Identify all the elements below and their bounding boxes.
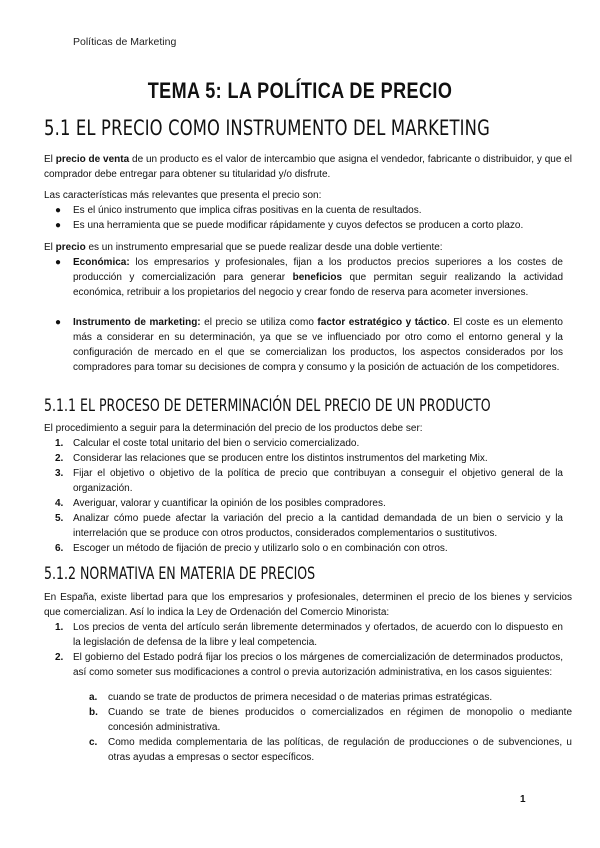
sub-letter: a. [89, 692, 98, 703]
characteristics-intro: Las características más relevantes que presenta el precio son: [44, 190, 322, 201]
step-number: 1. [55, 622, 64, 633]
page-header: Políticas de Marketing [73, 36, 177, 48]
list-item: Escoger un método de fijación de precio y utilizarlo solo o en combinación con otros. [73, 543, 448, 554]
step-number: 2. [55, 453, 64, 464]
list-item: El gobierno del Estado podrá fijar los precios o los márgenes de comercialización de determinados productos, así como someter sus modificaciones a control o previa autorización administrativa, en los casos siguientes: [73, 652, 563, 678]
normativa-intro: En España, existe libertad para que los empresarios y profesionales, determinen el precio de los bienes y servicios que comercializan. Así lo indica la Ley de Ordenación del Comercio Minorista: [44, 592, 572, 618]
step-number: 1. [55, 438, 64, 449]
list-item: Considerar las relaciones que se producen entre los distintos instrumentos del marketing Mix. [73, 453, 488, 464]
bullet: ● [55, 220, 62, 231]
bullet: ● [55, 317, 62, 328]
step-number: 2. [55, 652, 64, 663]
sub-letter: c. [89, 737, 98, 748]
step-number: 6. [55, 543, 64, 554]
step-number: 4. [55, 498, 64, 509]
sub-letter: b. [89, 707, 98, 718]
sub-list-item: Como medida complementaria de las políticas, de regulación de producciones o de subvenciones, u otras ayudas a empresas o sector específicos. [108, 737, 572, 763]
bullet: ● [55, 205, 62, 216]
list-item: Es el único instrumento que implica cifras positivas en la cuenta de resultados. [73, 205, 422, 216]
page-number: 1 [520, 794, 526, 805]
list-item: Económica: los empresarios y profesionales, fijan a los productos precios superiores a los costes de producción y comercialización para generar beneficios que permitan seguir realizando la actividad económica, retribuir a los propietarios del negocio y crear fondo de reserva para acometer inversiones. [73, 257, 564, 298]
list-item: Analizar cómo puede afectar la variación del precio a la cantidad demandada de un bien o servicio y la interrelación que se produce con otros productos, considerados complementarios o sustitutivos. [73, 513, 563, 539]
step-number: 5. [55, 513, 64, 524]
bullet: ● [55, 257, 62, 268]
page-title: TEMA 5: LA POLÍTICA DE PRECIO [147, 78, 453, 103]
list-item: Fijar el objetivo o objetivo de la política de precio que contribuyan a conseguir el objetivo general de la organización. [73, 468, 563, 494]
list-item: Instrumento de marketing: el precio se utiliza como factor estratégico y táctico. El coste es un elemento más a considerar en su determinación, ya que se ve influenciado por otro como el entorno general y la configuración de mercado en el que se comercializan los productos, los aspectos considerados por los compradores para tomar su decisiones de compra y consumo y la posición de actuación de los competidores. [73, 317, 563, 373]
section-heading-5-1-2: 5.1.2 NORMATIVA EN MATERIA DE PRECIOS [44, 564, 316, 584]
sub-list-item: cuando se trate de productos de primera necesidad o de materias primas estratégicas. [108, 692, 493, 703]
list-item: Es una herramienta que se puede modificar rápidamente y cuyos defectos se producen a corto plazo. [73, 220, 524, 231]
vertiente-intro: El precio es un instrumento empresarial que se puede realizar desde una doble vertiente: [44, 242, 443, 253]
procedure-intro: El procedimiento a seguir para la determinación del precio de los productos debe ser: [44, 423, 423, 434]
section-heading-5-1: 5.1 EL PRECIO COMO INSTRUMENTO DEL MARKETING [44, 116, 490, 140]
sub-list-item: Cuando se trate de bienes producidos o comercializados en régimen de monopolio o mediante concesión administrativa. [108, 707, 572, 733]
intro-paragraph: El precio de venta de un producto es el valor de intercambio que asigna el vendedor, fabricante o distribuidor, y que el comprador debe entregar para obtener su titularidad y/o disfrute. [44, 154, 573, 180]
section-heading-5-1-1: 5.1.1 EL PROCESO DE DETERMINACIÓN DEL PRECIO DE UN PRODUCTO [44, 396, 491, 416]
list-item: Averiguar, valorar y cuantificar la opinión de los posibles compradores. [73, 498, 386, 509]
list-item: Los precios de venta del artículo serán libremente determinados y ofertados, de acuerdo con lo dispuesto en la legislación de defensa de la libre y leal competencia. [73, 622, 563, 648]
list-item: Calcular el coste total unitario del bien o servicio comercializado. [73, 438, 360, 449]
step-number: 3. [55, 468, 64, 479]
